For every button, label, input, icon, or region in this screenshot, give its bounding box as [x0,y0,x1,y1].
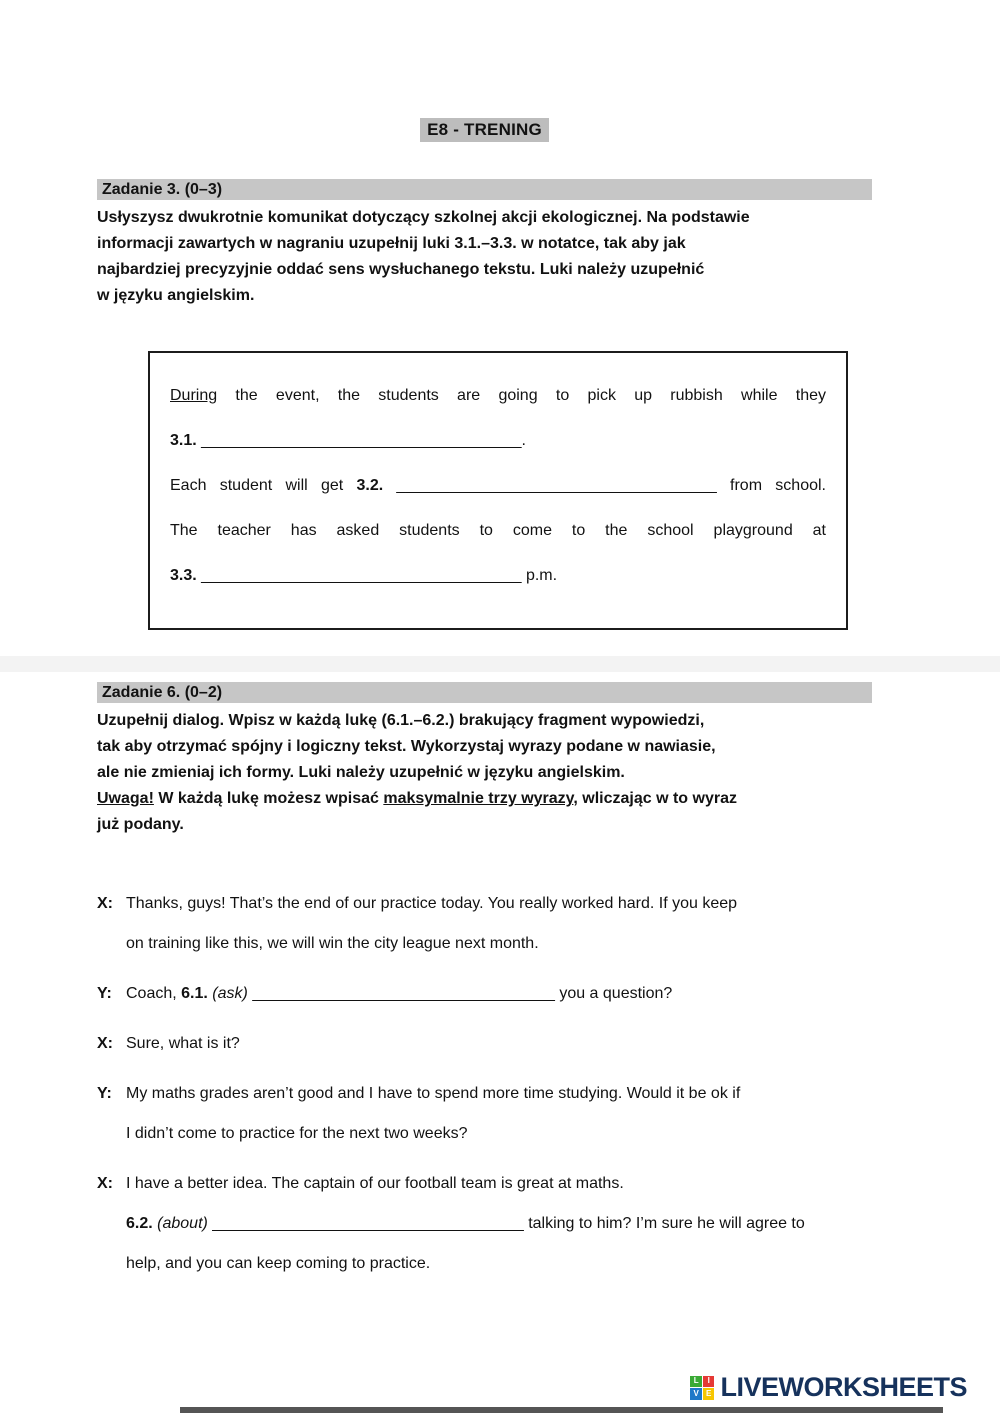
gap-number: 3.1. [170,432,197,449]
warning-label: Uwaga! [97,790,154,807]
speaker-label: Y: [97,1085,112,1102]
note-text: p.m. [525,567,558,584]
logo-square-v: V [690,1388,702,1400]
logo-square-e: E [703,1388,715,1400]
dialog-line: help, and you can keep coming to practice. [126,1255,431,1272]
gap-number: 3.3. [170,567,197,584]
task6-instructions [97,708,872,838]
gap-hint-word: (about) [157,1215,208,1232]
liveworksheets-wordmark: LIVEWORKSHEETS [720,1372,967,1402]
gap-3-3[interactable]: ____________________________________ [201,567,522,584]
gap-3-1[interactable]: ____________________________________ [201,432,522,449]
note-text: . [521,432,526,449]
instruction-line: Usłyszysz dwukrotnie komunikat dotyczący szkolnej akcji ekologicznej. Na podstawie [97,209,750,226]
dialog-turn-x2 [97,1024,872,1064]
speaker-label: X: [97,1175,113,1192]
dialog-line: on training like this, we will win the city league next month. [126,935,539,952]
gap-6-1[interactable]: __________________________________ [252,985,555,1002]
note-gap-line-3 [170,553,826,598]
dialog-line: I have a better idea. The captain of our football team is great at maths. [126,1175,624,1192]
dialog-gap-line [126,1204,872,1244]
page-separator [0,656,1000,672]
warning-text: , wliczając w to wyraz [573,790,737,807]
page-title: E8 - TRENING [420,118,549,142]
logo-square-i: I [703,1376,715,1388]
dialog-turn-x3 [97,1164,872,1284]
gap-6-2[interactable]: ___________________________________ [212,1215,524,1232]
speaker-label: Y: [97,985,112,1002]
liveworksheets-footer [690,1372,967,1403]
note-line-1 [170,373,826,418]
task6-header: Zadanie 6. (0–2) [97,682,872,703]
page-title-row [97,118,872,142]
instruction-line: informacji zawartych w nagraniu uzupełnij luki 3.1.–3.3. w notatce, tak aby jak [97,235,686,252]
liveworksheets-logo-icon [690,1376,714,1400]
underlined-word: During [170,387,218,404]
dialog-turn-y2 [97,1074,872,1154]
instruction-line: w języku angielskim. [97,287,255,304]
note-text: Each student will get [170,477,344,494]
instruction-line: już podany. [97,816,184,833]
dialog-text: you a question? [559,985,673,1002]
dialog-line: My maths grades aren’t good and I have to spend more time studying. Would it be ok if [126,1085,741,1102]
dialog-turn-y1 [97,974,872,1014]
note-gap-line-1 [170,418,826,463]
dialog-gap-line [126,974,872,1014]
speaker-label: X: [97,1035,113,1052]
note-line-3 [170,508,826,553]
dialog-turn-x1 [97,884,872,964]
warning-text: W każdą lukę możesz wpisać [158,790,379,807]
dialog [97,884,872,1284]
task-3-section [97,179,872,630]
instruction-line: najbardziej precyzyjnie oddać sens wysłuchanego tekstu. Luki należy uzupełnić [97,261,705,278]
task3-header: Zadanie 3. (0–3) [97,179,872,200]
next-page-edge [180,1407,943,1413]
speaker-label: X: [97,895,113,912]
instruction-line: Uzupełnij dialog. Wpisz w każdą lukę (6.1.–6.2.) brakujący fragment wypowiedzi, [97,712,705,729]
task3-instructions [97,205,872,309]
dialog-line: I didn’t come to practice for the next two weeks? [126,1125,468,1142]
worksheet-page [97,0,872,1294]
note-text: from school. [730,477,826,494]
instruction-line: ale nie zmieniaj ich formy. Luki należy uzupełnić w języku angielskim. [97,764,625,781]
note-gap-line-2 [170,463,826,508]
dialog-line: Thanks, guys! That’s the end of our practice today. You really worked hard. If you keep [126,895,738,912]
logo-square-l: L [690,1376,702,1388]
note-text: The teacher has asked students to come to the school playground at [170,522,826,539]
instruction-line: tak aby otrzymać spójny i logiczny tekst. Wykorzystaj wyrazy podane w nawiasie, [97,738,716,755]
warning-emphasis: maksymalnie trzy wyrazy [383,790,574,807]
gap-hint-word: (ask) [212,985,248,1002]
listening-note-box [148,351,848,630]
gap-3-2[interactable]: ____________________________________ [396,477,717,494]
task-6-section [97,682,872,1284]
dialog-line: Sure, what is it? [126,1035,240,1052]
note-text: the event, the students are going to pick up rubbish while they [235,387,827,404]
gap-number: 6.2. [126,1215,153,1232]
instruction-warning-line [97,786,872,812]
gap-number: 6.1. [181,985,208,1002]
dialog-text: talking to him? I’m sure he will agree to [528,1215,805,1232]
dialog-text: Coach, [126,985,177,1002]
gap-number: 3.2. [356,477,384,494]
